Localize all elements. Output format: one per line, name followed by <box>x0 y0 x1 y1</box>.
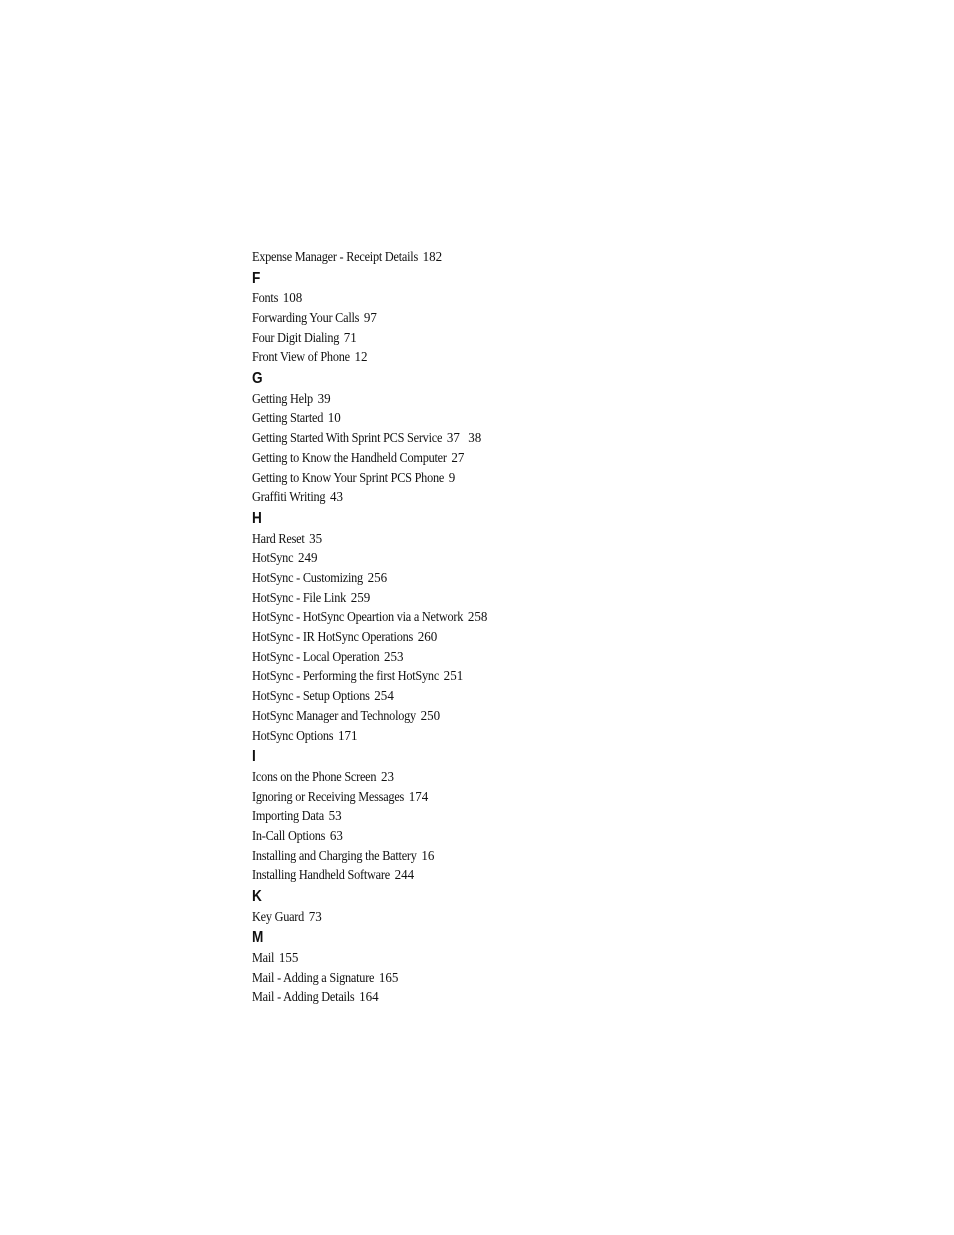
index-entry-label: HotSync - Customizing <box>252 569 363 585</box>
index-entry <box>252 648 643 668</box>
index-entry-label: Getting to Know Your Sprint PCS Phone <box>252 469 445 485</box>
index-page-number: 164 <box>359 990 379 1006</box>
index-page-number: 249 <box>297 551 318 567</box>
index-entry-label: Installing and Charging the Battery <box>252 847 417 863</box>
index-entry <box>252 768 643 788</box>
index-entry <box>252 409 643 429</box>
index-entry-label: Getting Help <box>252 390 313 406</box>
index-page-number: 171 <box>337 728 358 744</box>
index-entry <box>252 488 643 508</box>
index-page-number: 253 <box>384 649 404 665</box>
index-entry <box>252 569 643 589</box>
index-entry-label: Mail - Adding a Signature <box>252 969 375 985</box>
index-list <box>252 248 672 1008</box>
index-page-number: 174 <box>408 789 429 805</box>
index-entry <box>252 608 643 628</box>
index-entry-label: HotSync - IR HotSync Operations <box>252 629 414 645</box>
index-page-number: 16 <box>421 848 435 864</box>
index-entry <box>252 969 643 989</box>
index-entry-label: HotSync - Performing the first HotSync <box>252 668 440 684</box>
index-entry <box>252 727 643 747</box>
index-entry <box>252 348 643 368</box>
index-letter-heading: M <box>252 929 264 947</box>
index-entry-label: In-Call Options <box>252 827 326 843</box>
index-entry-label: Mail - Adding Details <box>252 989 355 1005</box>
index-page-number: 97 <box>363 311 377 326</box>
index-entry-label: Four Digit Dialing <box>252 329 340 345</box>
index-entry-label: Key Guard <box>252 908 305 924</box>
index-entry <box>252 530 643 550</box>
index-entry-label: Hard Reset <box>252 530 305 546</box>
index-page-number: 9 <box>448 470 456 486</box>
index-entry <box>252 248 643 268</box>
index-entry <box>252 847 643 867</box>
index-entry <box>252 866 643 886</box>
index-entry <box>252 788 643 808</box>
index-entry-label: Importing Data <box>252 808 325 824</box>
index-entry-label: Front View of Phone <box>252 349 350 365</box>
index-entry-label: HotSync - Local Operation <box>252 648 380 664</box>
index-page-number: 254 <box>374 689 394 705</box>
index-page-number: 260 <box>417 630 438 646</box>
index-page-number: 108 <box>282 291 303 307</box>
index-page-number: 63 <box>329 828 343 844</box>
index-page-number: 73 <box>308 909 322 925</box>
index-entry-label: HotSync - HotSync Opeartion via a Network <box>252 609 464 625</box>
index-entry <box>252 707 643 727</box>
index-entry-label: Expense Manager - Receipt Details <box>252 249 419 264</box>
index-page-number: 165 <box>378 970 399 986</box>
index-entry-label: HotSync Manager and Technology <box>252 707 416 723</box>
index-entry-label: Installing Handheld Software <box>252 867 390 883</box>
index-entry <box>252 589 643 609</box>
index-entry-label: Getting Started <box>252 410 324 426</box>
index-entry <box>252 309 643 329</box>
index-page-number: 37 <box>446 431 460 447</box>
index-entry <box>252 329 643 349</box>
index-entry <box>252 289 643 309</box>
index-entry <box>252 827 643 847</box>
index-entry-label: Icons on the Phone Screen <box>252 768 377 784</box>
index-entry-label: HotSync - Setup Options <box>252 688 370 704</box>
index-page-number: 39 <box>317 391 331 407</box>
index-page-number: 155 <box>278 950 299 966</box>
index-letter-heading: F <box>252 269 261 287</box>
index-page-number: 53 <box>328 809 342 825</box>
index-entry-label: Ignoring or Receiving Messages <box>252 788 405 804</box>
index-entry <box>252 549 643 569</box>
index-page-number: 182 <box>422 250 443 265</box>
index-entry-label: Graffiti Writing <box>252 489 326 505</box>
index-page-number: 27 <box>451 450 465 466</box>
index-page-number: 251 <box>443 669 464 685</box>
index-page-number: 43 <box>329 490 344 506</box>
index-entry-label: Getting Started With Sprint PCS Service <box>252 430 443 446</box>
index-letter-heading: H <box>252 509 262 527</box>
index-letter-heading: G <box>252 370 263 388</box>
index-letter-heading: I <box>252 748 256 766</box>
index-entry-label: Forwarding Your Calls <box>252 310 360 325</box>
index-entry <box>252 429 643 449</box>
index-entry-label: HotSync Options <box>252 727 334 743</box>
index-entry <box>252 469 643 489</box>
index-entry <box>252 449 643 469</box>
index-page-number: 259 <box>350 590 371 606</box>
index-page-number: 35 <box>309 531 323 547</box>
index-letter-heading: K <box>252 888 262 906</box>
index-page-number: 256 <box>367 570 388 586</box>
index-entry <box>252 390 643 410</box>
index-entry <box>252 988 643 1008</box>
index-page-number: 250 <box>420 708 441 724</box>
index-page-number: 10 <box>327 411 341 427</box>
index-page-number: 23 <box>380 769 394 785</box>
index-entry <box>252 807 643 827</box>
index-entry-label: Mail <box>252 949 275 965</box>
index-page-number: 258 <box>467 610 488 626</box>
index-entry-label: HotSync <box>252 550 294 566</box>
index-page-number: 38 <box>468 431 482 447</box>
index-entry <box>252 687 643 707</box>
index-entry-label: HotSync - File Link <box>252 589 347 605</box>
index-entry <box>252 908 643 928</box>
index-entry-label: Fonts <box>252 290 279 306</box>
index-page-number: 71 <box>343 330 357 346</box>
index-page-number: 244 <box>394 868 415 884</box>
index-entry <box>252 628 643 648</box>
index-page-number: 12 <box>354 350 368 366</box>
index-entry <box>252 667 643 687</box>
index-entry-label: Getting to Know the Handheld Computer <box>252 449 447 465</box>
index-entry <box>252 949 643 969</box>
